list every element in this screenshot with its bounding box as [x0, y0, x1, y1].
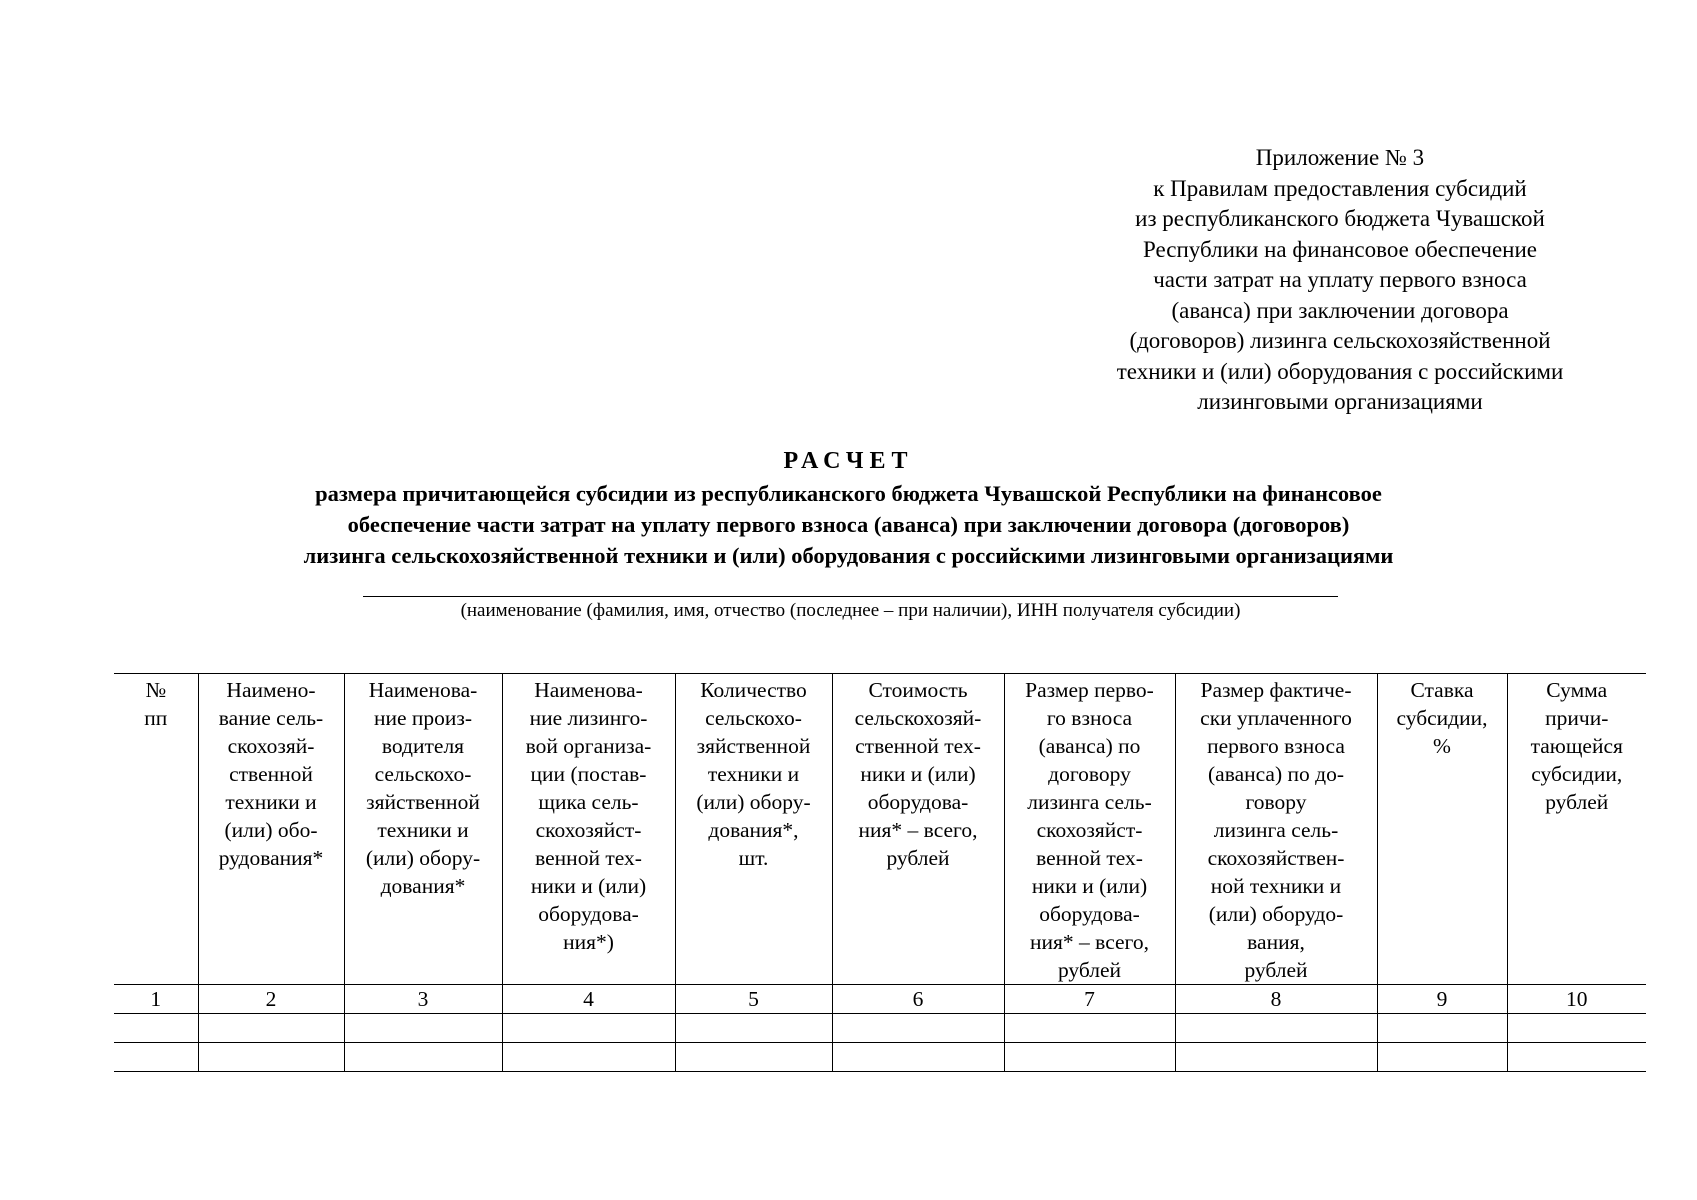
document-title: РАСЧЕТ: [783, 448, 914, 474]
column-header-line: (или) оборудо-: [1208, 902, 1344, 926]
column-header-line: рудования*: [218, 846, 324, 870]
table-row: [114, 1043, 1646, 1072]
column-header-line: Ставка: [1410, 678, 1474, 702]
table-cell: [1507, 1014, 1646, 1043]
column-header-line: Количество: [700, 678, 807, 702]
table-cell: [1175, 1014, 1377, 1043]
table-cell: [344, 1043, 502, 1072]
column-header-line: скохозяйст-: [535, 818, 642, 842]
column-header-line: скохозяйст-: [1036, 818, 1143, 842]
table-cell: [832, 1043, 1004, 1072]
column-header-line: зяйственной: [366, 790, 480, 814]
column-header-line: скохозяй-: [227, 734, 315, 758]
column-number: 2: [198, 985, 344, 1014]
column-header-line: Размер фактиче-: [1200, 678, 1352, 702]
appendix-line: Приложение № 3: [1255, 145, 1425, 170]
column-header-line: Стоимость: [868, 678, 968, 702]
appendix-line: Республики на финансовое обеспечение: [1142, 236, 1538, 262]
column-header-line: дования*,: [708, 818, 799, 842]
subtitle-line: размера причитающейся субсидии из республиканского бюджета Чувашской Республики на финансовое: [315, 481, 1382, 506]
calculation-table: [114, 673, 1646, 1072]
column-header-line: рублей: [1057, 958, 1122, 982]
table-cell: [114, 1043, 198, 1072]
column-header: [502, 674, 675, 985]
column-header-line: техники и: [225, 790, 317, 814]
column-header: [114, 674, 198, 985]
column-number: 7: [1004, 985, 1175, 1014]
column-header-line: №: [145, 678, 166, 702]
document-subtitle: [100, 478, 1597, 571]
appendix-line: из республиканского бюджета Чувашской: [1135, 206, 1545, 231]
appendix-reference: [1040, 143, 1640, 418]
column-header-line: Размер перво-: [1025, 678, 1154, 702]
column-header-line: сельскохо-: [374, 762, 472, 786]
column-header-line: ственной тех-: [855, 734, 981, 758]
column-header-line: лизинга сель-: [1027, 790, 1152, 814]
column-header: [1004, 674, 1175, 985]
column-header-line: рублей: [1545, 790, 1609, 814]
column-header-line: вания,: [1247, 930, 1305, 954]
column-header-line: Наименова-: [534, 678, 643, 702]
column-number: 9: [1377, 985, 1507, 1014]
table-cell: [675, 1014, 832, 1043]
column-header-line: венной тех-: [535, 846, 642, 870]
column-header: [1175, 674, 1377, 985]
column-header-line: скохозяйствен-: [1207, 846, 1345, 870]
subtitle-line: обеспечение части затрат на уплату первого взноса (аванса) при заключении договора (договоров): [347, 512, 1350, 537]
column-header: [1507, 674, 1646, 985]
table-cell: [1377, 1014, 1507, 1043]
column-header: [1377, 674, 1507, 985]
table-cell: [198, 1014, 344, 1043]
column-header-line: вой организа-: [525, 734, 652, 758]
column-header-line: субсидии,: [1396, 706, 1488, 730]
subtitle-line: лизинга сельскохозяйственной техники и (или) оборудования с российскими лизинговыми организациями: [303, 543, 1394, 568]
column-header-line: вание сель-: [218, 706, 324, 730]
appendix-line: к Правилам предоставления субсидий: [1153, 175, 1527, 201]
column-header: [198, 674, 344, 985]
column-header-line: оборудова-: [867, 790, 969, 814]
table-cell: [114, 1014, 198, 1043]
column-header-line: Сумма: [1546, 678, 1608, 702]
table-cell: [1175, 1043, 1377, 1072]
column-header-line: Наименова-: [368, 678, 478, 702]
column-header-line: ции (постав-: [530, 762, 647, 786]
table-cell: [344, 1014, 502, 1043]
column-header-line: сельскохо-: [705, 706, 802, 730]
column-header-line: лизинга сель-: [1213, 818, 1339, 842]
column-header-line: (аванса) по: [1038, 734, 1141, 758]
column-header-line: ния*): [563, 930, 614, 954]
column-header-line: шт.: [738, 846, 769, 870]
column-header-line: сельскохозяй-: [854, 706, 982, 730]
column-header-line: говору: [1245, 790, 1307, 814]
column-header-line: техники и: [377, 818, 469, 842]
column-header-line: ники и (или): [530, 874, 647, 898]
table-cell: [832, 1014, 1004, 1043]
column-number: 6: [832, 985, 1004, 1014]
appendix-line: техники и (или) оборудования с российскими: [1116, 358, 1564, 384]
column-number: 5: [675, 985, 832, 1014]
column-header: [344, 674, 502, 985]
column-number: 10: [1507, 985, 1646, 1014]
column-header-line: венной тех-: [1036, 846, 1143, 870]
column-header: [832, 674, 1004, 985]
column-header-line: субсидии,: [1531, 762, 1623, 786]
column-header-line: (или) обору-: [365, 846, 481, 870]
recipient-fill-line: [363, 596, 1338, 597]
column-header-line: (или) обо-: [224, 818, 318, 842]
column-header-line: первого взноса: [1207, 734, 1345, 758]
table-cell: [502, 1014, 675, 1043]
column-number-row: [114, 985, 1646, 1014]
table-cell: [1004, 1014, 1175, 1043]
appendix-line: (аванса) при заключении договора: [1171, 297, 1509, 323]
column-header-line: Наимено-: [226, 678, 316, 702]
column-header-line: оборудова-: [1039, 902, 1140, 926]
column-header-line: %: [1433, 734, 1451, 758]
column-header-line: ние произ-: [373, 706, 473, 730]
column-header-line: ной техники и: [1210, 874, 1342, 898]
column-header-line: рублей: [886, 846, 950, 870]
table-cell: [1507, 1043, 1646, 1072]
column-header-line: ния* – всего,: [1030, 930, 1149, 954]
column-header-line: техники и: [707, 762, 800, 786]
column-header-line: тающейся: [1530, 734, 1623, 758]
column-header-line: дования*: [380, 874, 466, 898]
column-header-line: ственной: [229, 762, 313, 786]
table-cell: [1377, 1043, 1507, 1072]
column-header-line: договору: [1048, 762, 1131, 786]
column-header-line: водителя: [381, 734, 465, 758]
column-header-line: ние лизинго-: [529, 706, 648, 730]
table-cell: [198, 1043, 344, 1072]
recipient-caption: (наименование (фамилия, имя, отчество (последнее – при наличии), ИНН получателя субсидии): [460, 600, 1241, 621]
column-header-line: причи-: [1545, 706, 1609, 730]
column-header-line: зяйственной: [696, 734, 811, 758]
appendix-line: части затрат на уплату первого взноса: [1153, 267, 1527, 292]
column-header-line: пп: [144, 706, 168, 730]
table-cell: [1004, 1043, 1175, 1072]
column-header-line: го взноса: [1046, 706, 1133, 730]
column-header-line: (или) обору-: [696, 790, 811, 814]
table-header-row: [114, 674, 1646, 985]
column-header-line: ния* – всего,: [858, 818, 978, 842]
column-number: 3: [344, 985, 502, 1014]
appendix-line: лизинговыми организациями: [1197, 389, 1483, 414]
column-header-line: рублей: [1244, 958, 1308, 982]
column-number: 4: [502, 985, 675, 1014]
column-header-line: оборудова-: [538, 902, 639, 926]
column-number: 8: [1175, 985, 1377, 1014]
column-header: [675, 674, 832, 985]
appendix-line: (договоров) лизинга сельскохозяйственной: [1129, 328, 1551, 353]
column-header-line: щика сель-: [538, 790, 639, 814]
table-row: [114, 1014, 1646, 1043]
table-cell: [675, 1043, 832, 1072]
column-header-line: ники и (или): [860, 762, 976, 786]
table-cell: [502, 1043, 675, 1072]
column-header-line: ски уплаченного: [1200, 706, 1352, 730]
column-number: 1: [114, 985, 198, 1014]
column-header-line: ники и (или): [1031, 874, 1148, 898]
column-header-line: (аванса) по до-: [1208, 762, 1344, 786]
